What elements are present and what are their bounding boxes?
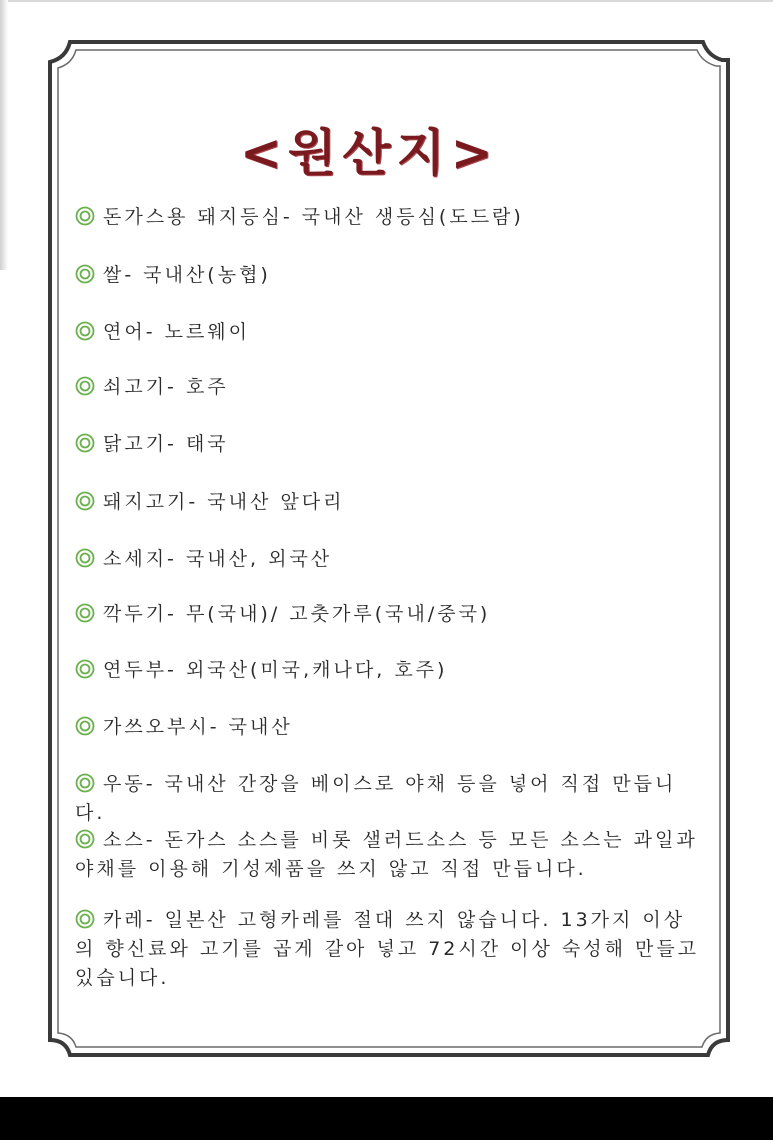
origin-item-text: 연어- 노르웨이 bbox=[103, 321, 251, 343]
double-circle-icon bbox=[75, 773, 95, 793]
origin-item-text: 우동- 국내산 간장을 베이스로 야채 등을 넣어 직접 만듭니다. bbox=[75, 773, 677, 824]
origin-item-text: 가쓰오부시- 국내산 bbox=[103, 716, 293, 738]
page-title: <원산지> bbox=[240, 124, 499, 182]
double-circle-icon bbox=[75, 716, 95, 736]
double-circle-icon bbox=[75, 603, 95, 623]
double-circle-icon bbox=[75, 206, 95, 226]
origin-item bbox=[75, 656, 705, 685]
origin-item bbox=[75, 373, 705, 402]
system-navigation-bar bbox=[0, 1097, 773, 1140]
origin-item-text: 돼지고기- 국내산 앞다리 bbox=[103, 491, 345, 513]
origin-item bbox=[75, 261, 705, 290]
origin-item bbox=[75, 430, 705, 459]
origin-item-text: 소세지- 국내산, 외국산 bbox=[103, 548, 333, 570]
origin-item-text: 깍두기- 무(국내)/ 고춧가루(국내/중국) bbox=[103, 603, 491, 625]
origin-item-text: 카레- 일본산 고형카레를 절대 쓰지 않습니다. 13가지 이상의 향신료와 고기를 곱게 갈아 넣고 72시간 이상 숙성해 만들고 있습니다. bbox=[75, 909, 700, 989]
origin-item bbox=[75, 770, 705, 828]
double-circle-icon bbox=[75, 433, 95, 453]
origin-item bbox=[75, 318, 705, 347]
origin-item-text: 쌀- 국내산(농협) bbox=[103, 264, 271, 286]
double-circle-icon bbox=[75, 491, 95, 511]
double-circle-icon bbox=[75, 321, 95, 341]
origin-item-text: 쇠고기- 호주 bbox=[103, 376, 229, 398]
origin-item bbox=[75, 826, 705, 884]
double-circle-icon bbox=[75, 376, 95, 396]
origin-item-text: 연두부- 외국산(미국,캐나다, 호주) bbox=[103, 659, 448, 681]
origin-item bbox=[75, 545, 705, 574]
origin-item bbox=[75, 600, 705, 629]
double-circle-icon bbox=[75, 548, 95, 568]
origin-item bbox=[75, 906, 705, 993]
double-circle-icon bbox=[75, 264, 95, 284]
origin-item-text: 닭고기- 태국 bbox=[103, 433, 229, 455]
double-circle-icon bbox=[75, 909, 95, 929]
origin-item-text: 소스- 돈가스 소스를 비롯 샐러드소스 등 모든 소스는 과일과 야채를 이용해 기성제품을 쓰지 않고 직접 만듭니다. bbox=[75, 829, 698, 880]
double-circle-icon bbox=[75, 829, 95, 849]
origin-item bbox=[75, 488, 705, 517]
origin-item bbox=[75, 203, 705, 232]
double-circle-icon bbox=[75, 659, 95, 679]
origin-item bbox=[75, 713, 705, 742]
origin-item-text: 돈가스용 돼지등심- 국내산 생등심(도드람) bbox=[103, 206, 524, 228]
